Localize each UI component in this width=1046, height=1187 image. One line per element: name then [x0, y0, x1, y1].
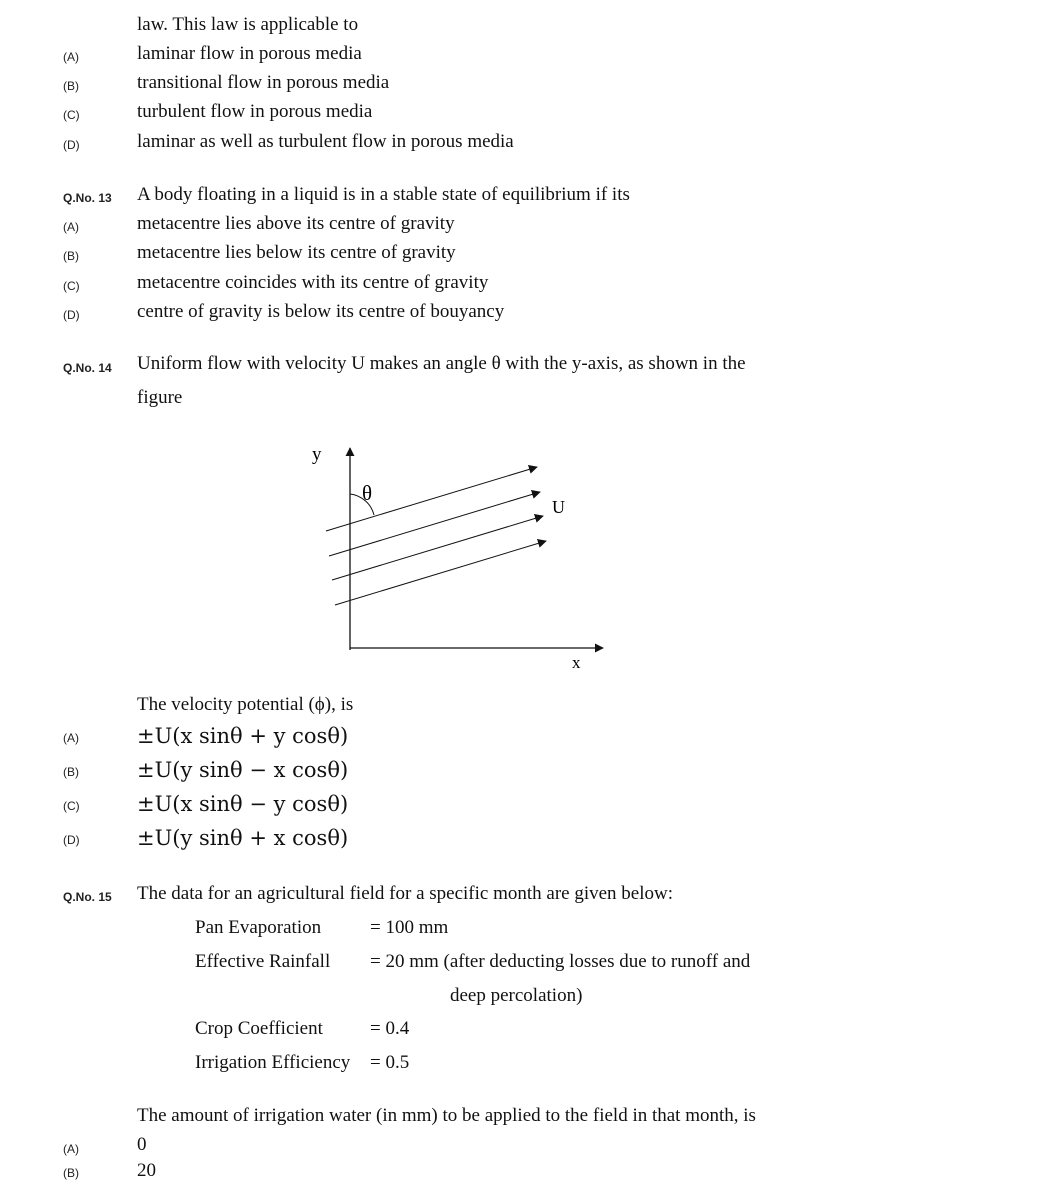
data-key-irrigation-efficiency: Irrigation Efficiency	[195, 1052, 351, 1073]
data-value-pan-evaporation: = 100 mm	[370, 917, 449, 938]
data-value-effective-rainfall-cont: deep percolation)	[450, 985, 583, 1006]
q13-option-c-text: metacentre coincides with its centre of gravity	[137, 272, 489, 293]
q15-option-a-text: 0	[137, 1134, 147, 1155]
q12-option-b-label: (B)	[63, 79, 79, 93]
angle-label: θ	[362, 481, 373, 505]
q14-option-a-text: ±U(x sinθ + y cosθ)	[137, 724, 349, 748]
q15-option-a-label: (A)	[63, 1142, 79, 1156]
streamline-4	[335, 541, 546, 605]
q14-option-d-label: (D)	[63, 833, 80, 847]
velocity-label: U	[552, 497, 565, 517]
data-key-crop-coefficient: Crop Coefficient	[195, 1018, 323, 1039]
q13-option-d-text: centre of gravity is below its centre of bouyancy	[137, 301, 505, 322]
data-value-irrigation-efficiency: = 0.5	[370, 1052, 410, 1073]
q15-stem: The data for an agricultural field for a specific month are given below:	[137, 883, 673, 904]
data-value-effective-rainfall: = 20 mm (after deducting losses due to runoff and	[370, 951, 751, 972]
q12-option-c-text: turbulent flow in porous media	[137, 101, 373, 122]
data-key-pan-evaporation: Pan Evaporation	[195, 917, 322, 938]
q12-option-d-text: laminar as well as turbulent flow in porous media	[137, 131, 514, 152]
q13-option-b-label: (B)	[63, 249, 79, 263]
q13-number: Q.No. 13	[63, 191, 112, 205]
streamline-2	[329, 492, 540, 556]
q13-option-a-text: metacentre lies above its centre of gravity	[137, 213, 455, 234]
q14-stem-line1: Uniform flow with velocity U makes an angle θ with the y-axis, as shown in the	[137, 353, 746, 374]
q14-question: The velocity potential (ϕ), is	[137, 694, 354, 715]
q15-option-b-label: (B)	[63, 1166, 79, 1180]
q12-option-d-label: (D)	[63, 138, 80, 152]
q14-option-a-label: (A)	[63, 731, 79, 745]
q14-option-b-label: (B)	[63, 765, 79, 779]
data-key-effective-rainfall: Effective Rainfall	[195, 951, 331, 972]
q12-option-a-label: (A)	[63, 50, 79, 64]
x-axis-label: x	[572, 653, 581, 672]
streamline-1	[326, 467, 537, 531]
q13-option-d-label: (D)	[63, 308, 80, 322]
q13-option-b-text: metacentre lies below its centre of gravity	[137, 242, 456, 263]
streamline-3	[332, 516, 543, 580]
q14-option-b-text: ±U(y sinθ − x cosθ)	[137, 758, 349, 782]
data-value-crop-coefficient: = 0.4	[370, 1018, 410, 1039]
q13-option-c-label: (C)	[63, 279, 80, 293]
q15-number: Q.No. 15	[63, 890, 112, 904]
y-axis-label: y	[312, 444, 322, 465]
q15-option-b-text: 20	[137, 1160, 156, 1181]
q14-number: Q.No. 14	[63, 361, 112, 375]
q14-option-c-label: (C)	[63, 799, 80, 813]
q14-stem-line2: figure	[137, 387, 183, 408]
q14-option-d-text: ±U(y sinθ + x cosθ)	[137, 826, 349, 850]
q12-option-b-text: transitional flow in porous media	[137, 72, 390, 93]
q13-option-a-label: (A)	[63, 220, 79, 234]
q14-option-c-text: ±U(x sinθ − y cosθ)	[137, 792, 349, 816]
q13-stem: A body floating in a liquid is in a stable state of equilibrium if its	[137, 184, 630, 205]
q12-option-c-label: (C)	[63, 108, 80, 122]
q12-option-a-text: laminar flow in porous media	[137, 43, 362, 64]
q15-question: The amount of irrigation water (in mm) to be applied to the field in that month, is	[137, 1105, 756, 1126]
q12-stem-tail: law. This law is applicable to	[137, 14, 359, 35]
